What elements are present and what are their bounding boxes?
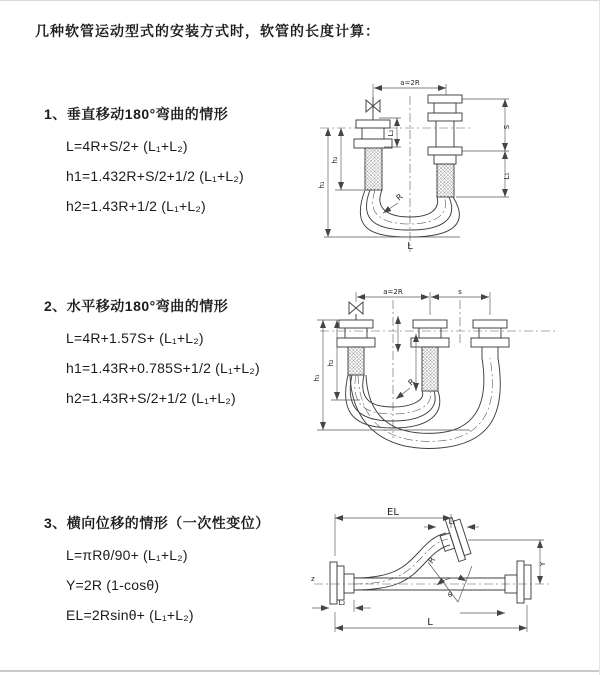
page-edge-bottom (0, 670, 600, 672)
dim-label-l1: L₁ (503, 172, 511, 180)
dim-label-el: EL (387, 507, 399, 518)
page-edge-top (0, 0, 600, 1)
dimensions (311, 507, 547, 632)
angle-theta-label: θ (448, 591, 453, 599)
dim-label-span: a=2R (400, 79, 420, 87)
left-pipe-flange (337, 320, 375, 375)
dim-label-h1: h₁ (318, 181, 326, 189)
length-label: L (427, 617, 433, 628)
dimensions (318, 79, 511, 252)
diagram-lateral-displacement (310, 505, 600, 640)
formula-L: L=4R+S/2+ (L₁+L₂) (66, 138, 188, 154)
right-pipe-flange (471, 320, 509, 358)
hose-braid-hatch (437, 164, 454, 197)
dimensions (313, 288, 490, 430)
dim-label-s: S (503, 124, 511, 130)
formula-h1: h1=1.432R+S/2+1/2 (L₁+L₂) (66, 168, 244, 184)
dim-label-s: s (458, 288, 462, 296)
diagram-horizontal-180-bend (312, 285, 600, 465)
hose-braid-hatch (365, 148, 382, 190)
dim-label-h2: h₂ (331, 156, 339, 164)
dim-label-l2: L₂ (338, 599, 346, 607)
length-label: L (407, 241, 413, 252)
dim-label-y: Y (539, 561, 547, 567)
middle-pipe-flange (411, 320, 449, 391)
diagram-vertical-180-bend (312, 72, 594, 258)
valve-icon (366, 97, 380, 120)
formula-Y: Y=2R (1-cosθ) (66, 577, 160, 593)
dim-label-h2: h₂ (327, 359, 335, 367)
formula-h1: h1=1.43R+0.785S+1/2 (L₁+L₂) (66, 360, 260, 376)
section-lateral-displacement (44, 513, 314, 623)
section-vertical-movement (44, 104, 314, 214)
formula-h2: h2=1.43R+1/2 (L₁+L₂) (66, 198, 206, 214)
valve-icon (349, 302, 363, 320)
hose-braid-hatch (422, 347, 438, 391)
formula-L: L=πRθ/90+ (L₁+L₂) (66, 547, 188, 563)
radius-label: R (406, 377, 417, 388)
page-title: 几种软管运动型式的安装方式时，软管的长度计算： (35, 23, 380, 39)
formula-h2: h2=1.43R+S/2+1/2 (L₁+L₂) (66, 390, 236, 406)
dim-label-l1: L₁ (448, 518, 456, 526)
section-horizontal-movement (44, 296, 314, 406)
dim-label-span: a=2R (383, 288, 403, 296)
dim-label-l2: L₂ (387, 129, 395, 137)
dim-label-h1: h₁ (313, 374, 321, 382)
section-3-heading: 3、横向位移的情形（一次性变位） (44, 515, 270, 531)
section-1-heading: 1、垂直移动180°弯曲的情形 (44, 106, 229, 122)
radius-label: R (394, 192, 405, 203)
formula-EL: EL=2Rsinθ+ (L₁+L₂) (66, 607, 194, 623)
section-2-heading: 2、水平移动180°弯曲的情形 (44, 298, 229, 314)
right-pipe-flange (428, 95, 462, 197)
formula-L: L=4R+1.57S+ (L₁+L₂) (66, 330, 204, 346)
hose-braid-hatch (348, 347, 364, 375)
angle-construction (426, 555, 505, 613)
centerline-mark: z (311, 575, 315, 583)
radius-label: R (426, 555, 438, 566)
straight-pipe-original-position (354, 561, 531, 603)
left-flange (330, 562, 354, 604)
